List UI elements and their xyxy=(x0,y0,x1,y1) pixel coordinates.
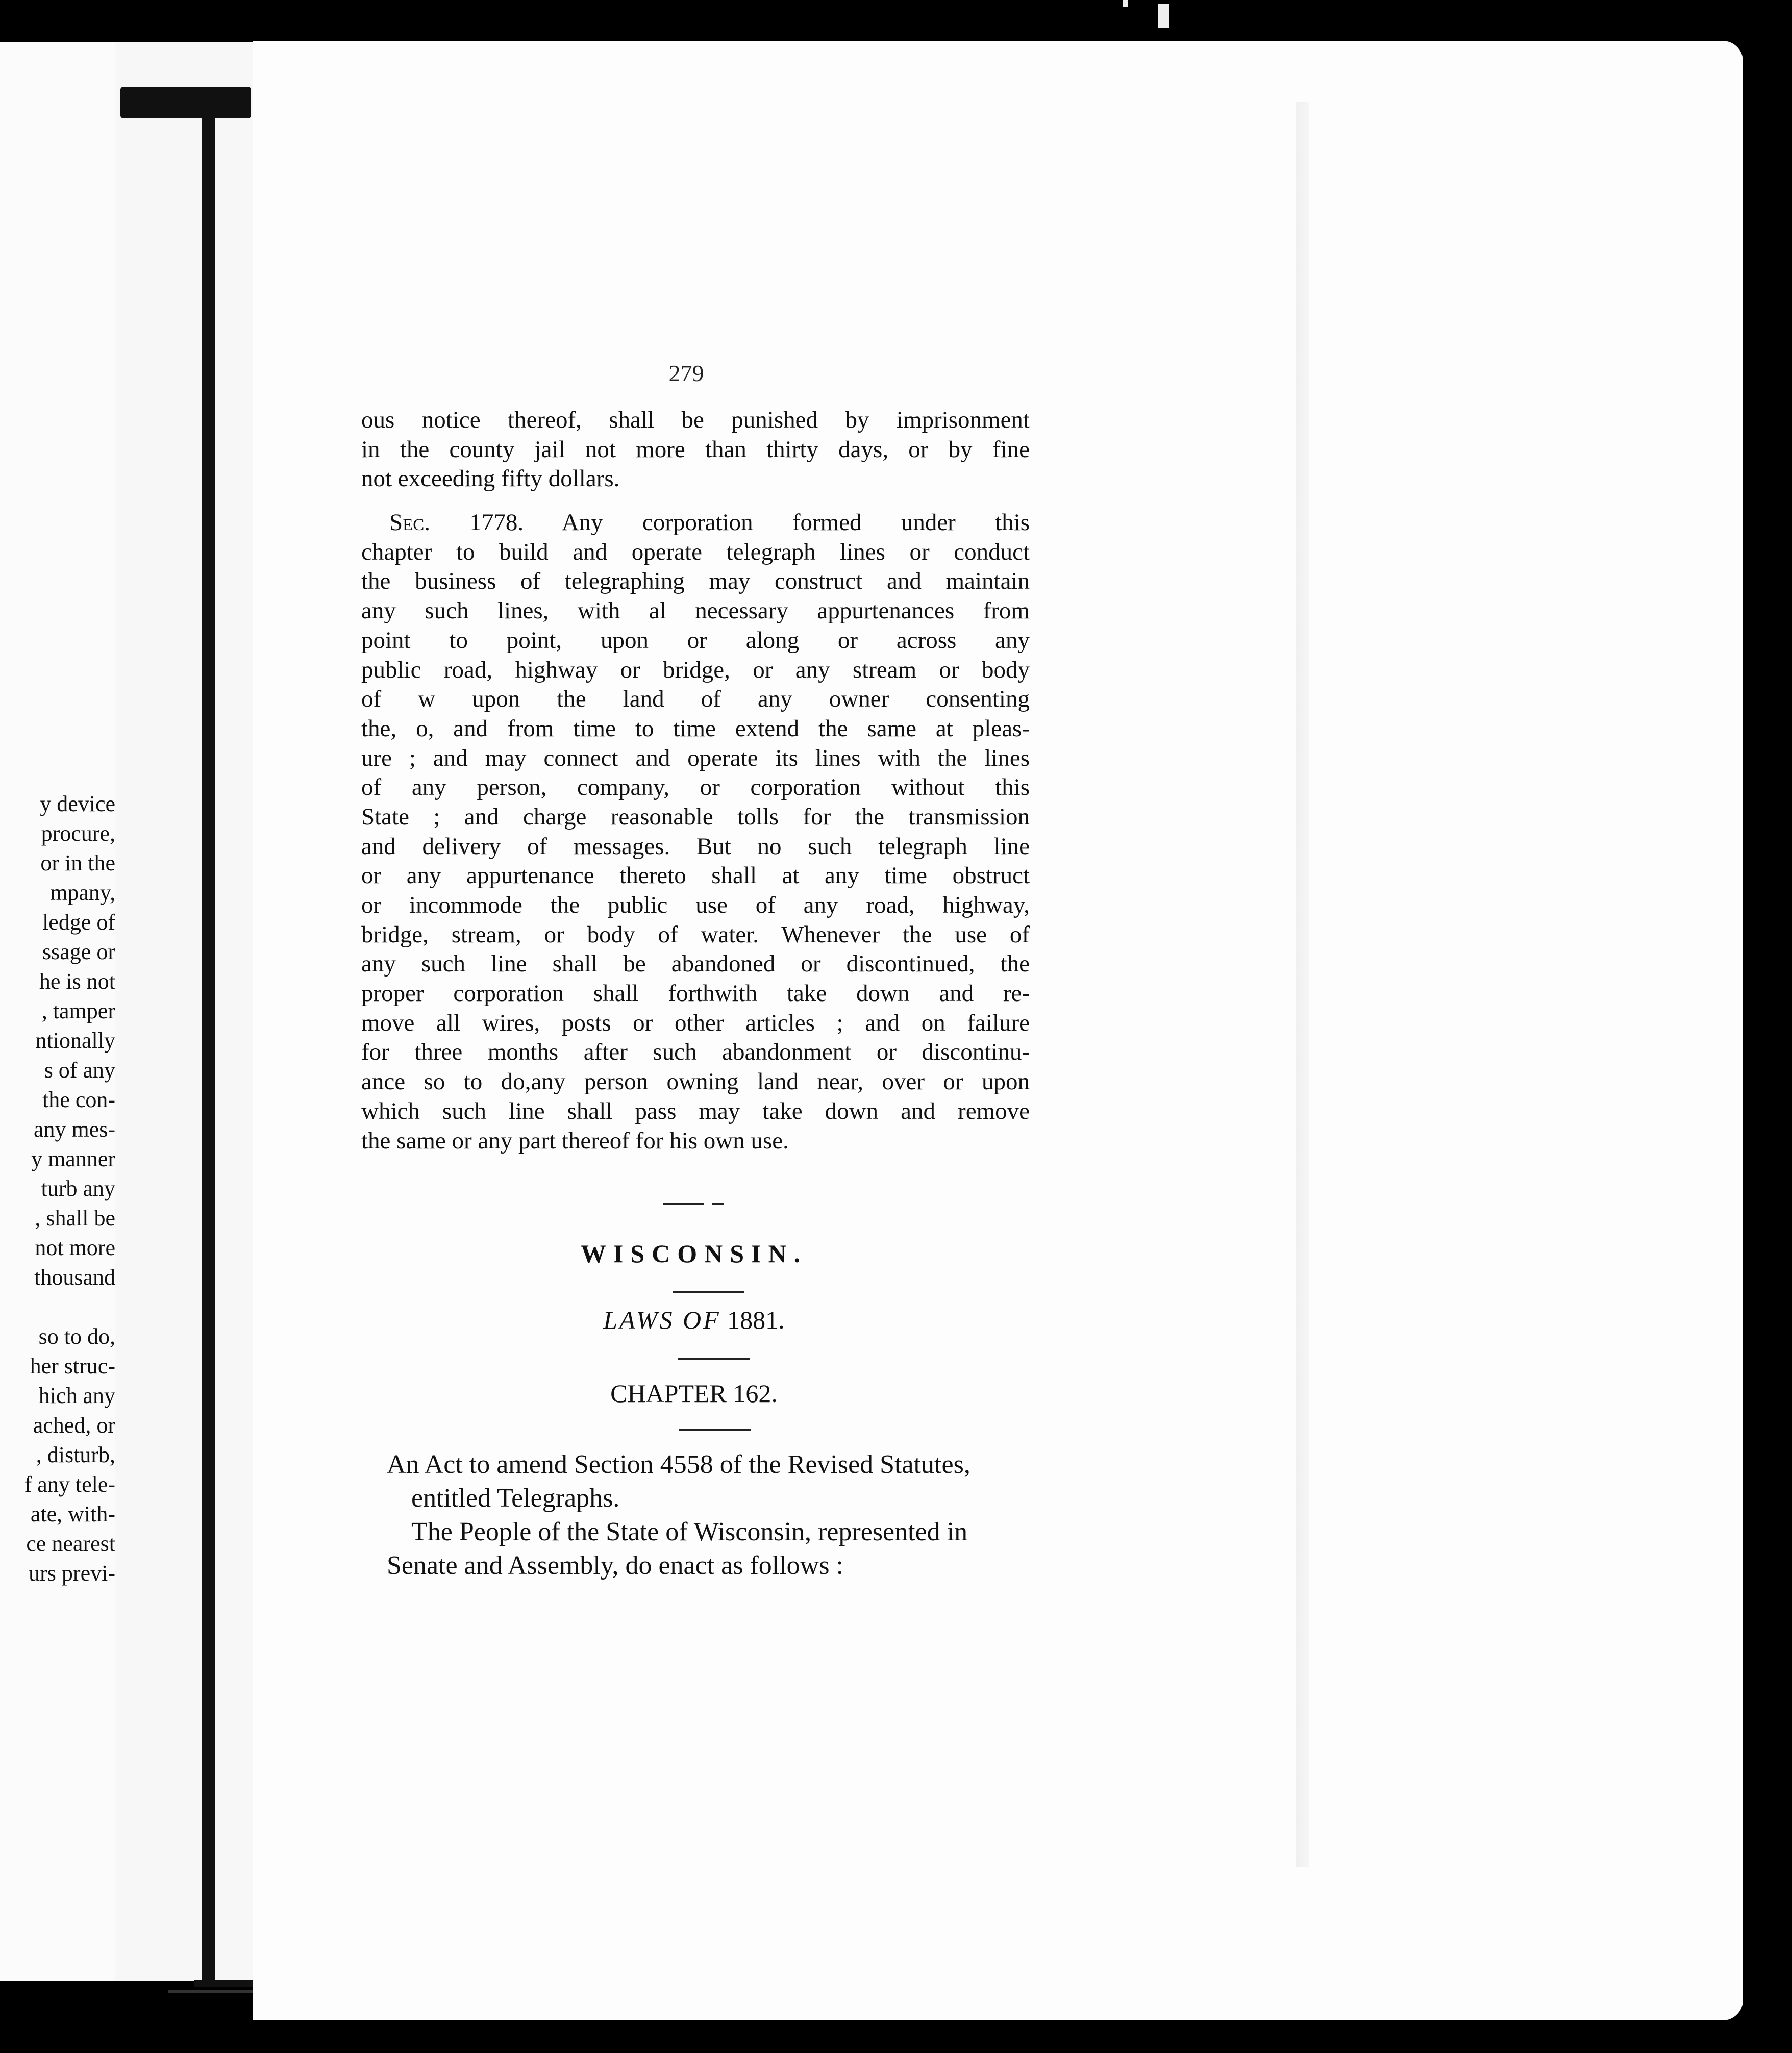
left-fragment: any mes- xyxy=(33,1117,115,1142)
page-gutter xyxy=(115,42,253,1981)
left-fragment: the con- xyxy=(42,1087,115,1112)
heading-rule xyxy=(679,1429,751,1431)
text-line: the, o, and from time to time extend the same at pleas- xyxy=(361,715,1030,742)
text-line: the same or any part thereof for his own use. xyxy=(361,1127,789,1154)
left-fragment: ate, with- xyxy=(30,1501,115,1526)
left-fragment: ledge of xyxy=(42,910,115,935)
text-line: chapter to build and operate telegraph lines or conduct xyxy=(361,538,1030,565)
left-fragment: so to do, xyxy=(38,1324,115,1349)
text-line: public road, highway or bridge, or any stream or body xyxy=(361,656,1030,683)
text-line: any such lines, with al necessary appurtenances from xyxy=(361,597,1030,624)
text-line: the business of telegraphing may construct and maintain xyxy=(361,568,1030,595)
left-fragment: y manner xyxy=(31,1146,115,1171)
left-gap xyxy=(0,1292,115,1322)
text-line: ance so to do,any person owning land near, over or upon xyxy=(361,1068,1030,1095)
laws-heading xyxy=(561,1305,827,1335)
left-fragment: f any tele- xyxy=(24,1472,115,1497)
section-label: Sec. xyxy=(389,509,431,536)
section-first-line-text: 1778. Any corporation formed under this xyxy=(430,509,1030,536)
left-fragment: ce nearest xyxy=(26,1531,115,1556)
laws-heading-year: 1881. xyxy=(720,1306,785,1334)
left-fragment: he is not xyxy=(39,969,115,994)
left-page-edge xyxy=(0,42,115,1981)
body-text xyxy=(361,406,1030,1156)
text-line: proper corporation shall forthwith take down and re- xyxy=(361,980,1030,1007)
left-fragment: thousand xyxy=(34,1265,115,1290)
text-line: of any person, company, or corporation without this xyxy=(361,774,1030,801)
left-fragment: ssage or xyxy=(42,939,115,964)
binder-clip-post xyxy=(202,102,215,1985)
left-fragment: s of any xyxy=(44,1058,115,1083)
left-fragment: or in the xyxy=(40,850,115,875)
scan-mark-top xyxy=(1158,4,1169,28)
laws-heading-italic: LAWS OF xyxy=(603,1306,721,1334)
paragraph-gap xyxy=(361,494,1030,508)
text-line: of w upon the land of any owner consenting xyxy=(361,686,1030,713)
left-fragment: procure, xyxy=(41,821,115,846)
binder-clip-top xyxy=(120,87,251,118)
page-number: 279 xyxy=(668,360,704,386)
text-line: State ; and charge reasonable tolls for the transmission xyxy=(361,803,1030,830)
text-line: for three months after such abandonment or discontinu- xyxy=(361,1039,1030,1066)
text-line: or incommode the public use of any road, highway, xyxy=(361,892,1030,918)
text-line: move all wires, posts or other articles ; and on failure xyxy=(361,1009,1030,1036)
left-fragment: hich any xyxy=(38,1383,115,1408)
left-fragment: , tamper xyxy=(41,998,115,1023)
act-title-line: entitled Telegraphs. xyxy=(411,1484,620,1513)
text-line: point to point, upon or along or across any xyxy=(361,627,1030,654)
text-line: which such line shall pass may take down and remove xyxy=(361,1097,1030,1124)
heading-rule xyxy=(678,1358,750,1360)
left-fragment: , disturb, xyxy=(36,1442,115,1467)
left-fragment: ntionally xyxy=(35,1028,115,1053)
left-fragment: her struc- xyxy=(30,1354,115,1379)
section-first-line xyxy=(361,508,1030,538)
page-fold-shade xyxy=(1296,102,1309,1867)
text-line: bridge, stream, or body of water. Whenever the use of xyxy=(361,921,1030,948)
enacting-clause-line: Senate and Assembly, do enact as follows : xyxy=(387,1551,843,1580)
scan-mark-top-small xyxy=(1123,0,1128,7)
left-page-text xyxy=(0,789,115,1588)
text-line: in the county jail not more than thirty days, or by fine xyxy=(361,436,1030,463)
heading-rule xyxy=(673,1291,744,1293)
left-fragment: not more xyxy=(35,1235,115,1260)
left-fragment: urs previ- xyxy=(29,1561,115,1586)
left-fragment: mpany, xyxy=(50,880,115,905)
text-line: any such line shall be abandoned or discontinued, the xyxy=(361,950,1030,978)
left-fragment: , shall be xyxy=(35,1206,115,1231)
text-line: or any appurtenance thereto shall at any time obstruct xyxy=(361,862,1030,889)
state-heading: WISCONSIN. xyxy=(580,1239,808,1268)
separator-dash xyxy=(663,1203,704,1205)
text-line: ure ; and may connect and operate its lines with the lines xyxy=(361,744,1030,771)
text-line: ous notice thereof, shall be punished by imprisonment xyxy=(361,407,1030,433)
left-fragment: y device xyxy=(40,791,115,816)
separator-dash xyxy=(712,1203,724,1205)
enacting-clause-line: The People of the State of Wisconsin, represented in xyxy=(411,1517,968,1546)
act-text xyxy=(387,1448,1045,1583)
act-title-line: An Act to amend Section 4558 of the Revised Statutes, xyxy=(387,1450,970,1479)
text-line: and delivery of messages. But no such telegraph line xyxy=(361,833,1030,860)
text-line: not exceeding fifty dollars. xyxy=(361,465,620,492)
chapter-heading: CHAPTER 162. xyxy=(610,1379,778,1408)
left-fragment: turb any xyxy=(41,1176,115,1201)
left-fragment: ached, or xyxy=(33,1413,115,1438)
